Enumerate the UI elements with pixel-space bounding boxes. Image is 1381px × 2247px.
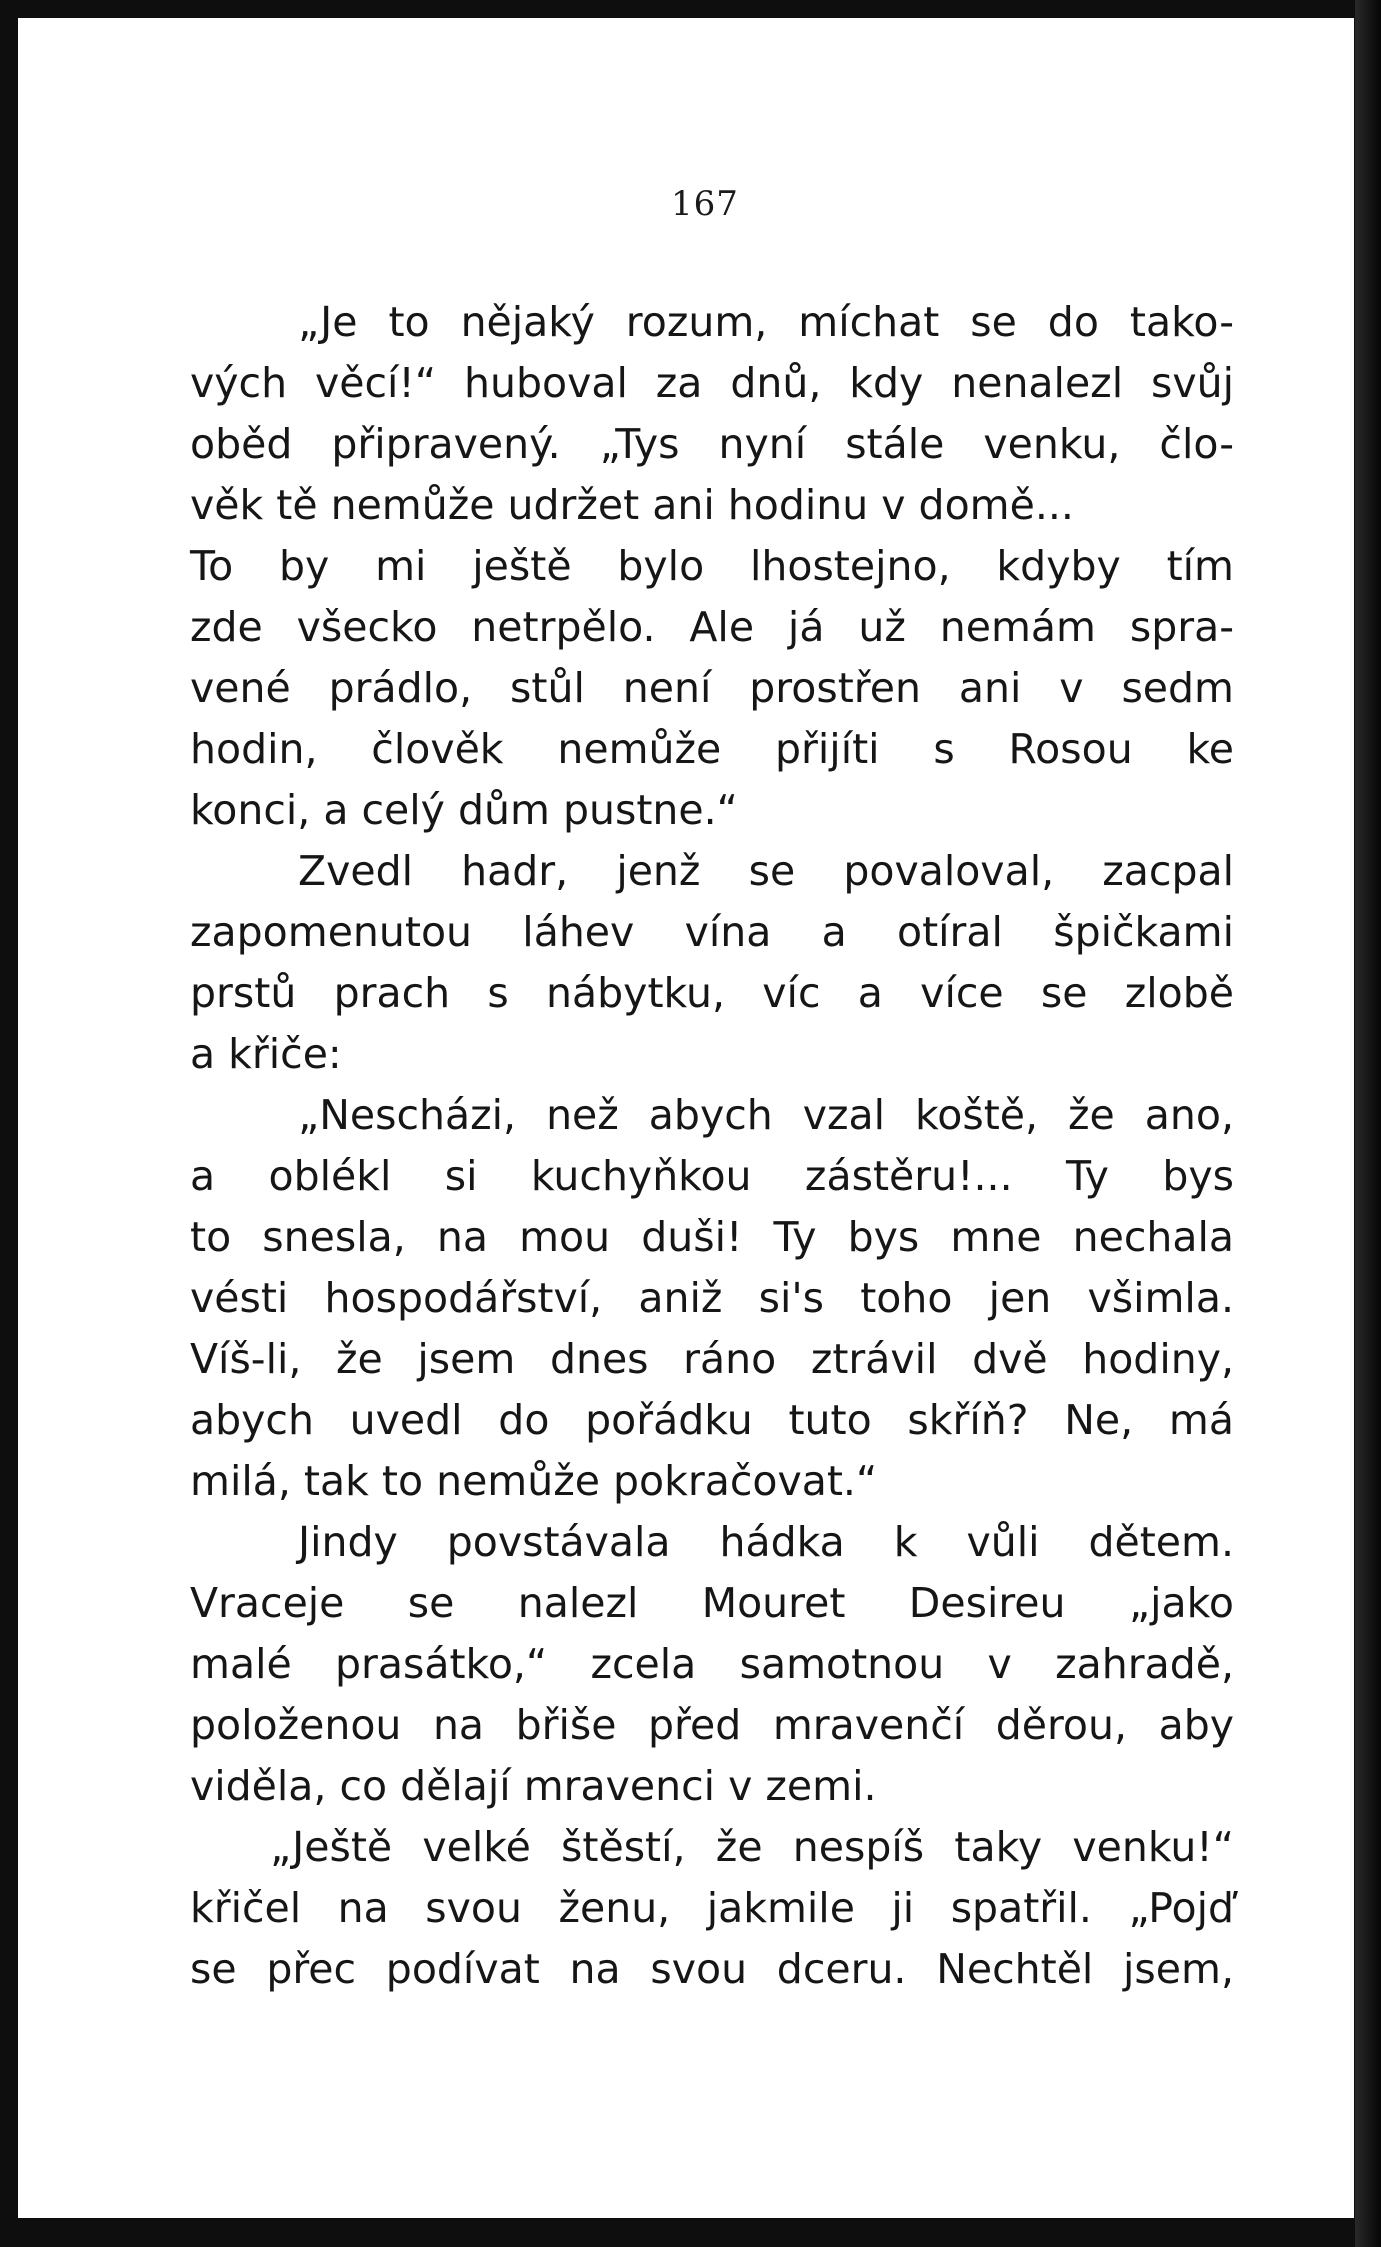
text-line: viděla, co dělají mravenci v zemi. bbox=[190, 1762, 877, 1810]
page-edge-shadow bbox=[1355, 0, 1381, 2247]
text-line: abych uvedl do pořádku tuto skříň? Ne, má bbox=[190, 1396, 1234, 1444]
text-line: „Nescházi, než abych vzal koště, že ano, bbox=[298, 1091, 1234, 1139]
text-line: a křiče: bbox=[190, 1030, 342, 1078]
body-text bbox=[190, 292, 1234, 2000]
text-line: křičel na svou ženu, jakmile ji spatřil. „Pojď bbox=[190, 1884, 1234, 1932]
text-line: Vraceje se nalezl Mouret Desireu „jako bbox=[190, 1579, 1234, 1627]
text-line: „Je to nějaký rozum, míchat se do tako- bbox=[298, 298, 1234, 346]
page-number: 167 bbox=[671, 184, 739, 224]
text-line: Zvedl hadr, jenž se povaloval, zacpal bbox=[298, 847, 1234, 895]
text-line: milá, tak to nemůže pokračovat.“ bbox=[190, 1457, 878, 1505]
text-line: se přec podívat na svou dceru. Nechtěl jsem, bbox=[190, 1945, 1234, 1993]
text-line: zapomenutou láhev vína a otíral špičkami bbox=[190, 908, 1234, 956]
text-line: položenou na břiše před mravenčí děrou, aby bbox=[190, 1701, 1234, 1749]
book-page bbox=[18, 18, 1354, 2218]
text-line: konci, a celý dům pustne.“ bbox=[190, 786, 738, 834]
text-line: to snesla, na mou duši! Ty bys mne nechala bbox=[190, 1213, 1234, 1261]
text-line: prstů prach s nábytku, víc a více se zlobě bbox=[190, 969, 1234, 1017]
text-line: hodin, člověk nemůže přijíti s Rosou ke bbox=[190, 725, 1234, 773]
text-line: zde všecko netrpělo. Ale já už nemám spra- bbox=[190, 603, 1234, 651]
text-line: malé prasátko,“ zcela samotnou v zahradě, bbox=[190, 1640, 1234, 1688]
text-line: věk tě nemůže udržet ani hodinu v domě... bbox=[190, 481, 1074, 529]
text-line: a oblékl si kuchyňkou zástěru!... Ty bys bbox=[190, 1152, 1234, 1200]
text-line: Jindy povstávala hádka k vůli dětem. bbox=[298, 1518, 1234, 1566]
text-line: vené prádlo, stůl není prostřen ani v sedm bbox=[190, 664, 1234, 712]
text-line: vésti hospodářství, aniž si's toho jen všimla. bbox=[190, 1274, 1234, 1322]
text-line: Víš-li, že jsem dnes ráno ztrávil dvě hodiny, bbox=[190, 1335, 1234, 1383]
text-line: To by mi ještě bylo lhostejno, kdyby tím bbox=[190, 542, 1234, 590]
text-line: oběd připravený. „Tys nyní stále venku, člo- bbox=[190, 420, 1234, 468]
text-line: „Ještě velké štěstí, že nespíš taky venku!“ bbox=[270, 1823, 1234, 1871]
text-line: vých věcí!“ huboval za dnů, kdy nenalezl svůj bbox=[190, 359, 1234, 407]
